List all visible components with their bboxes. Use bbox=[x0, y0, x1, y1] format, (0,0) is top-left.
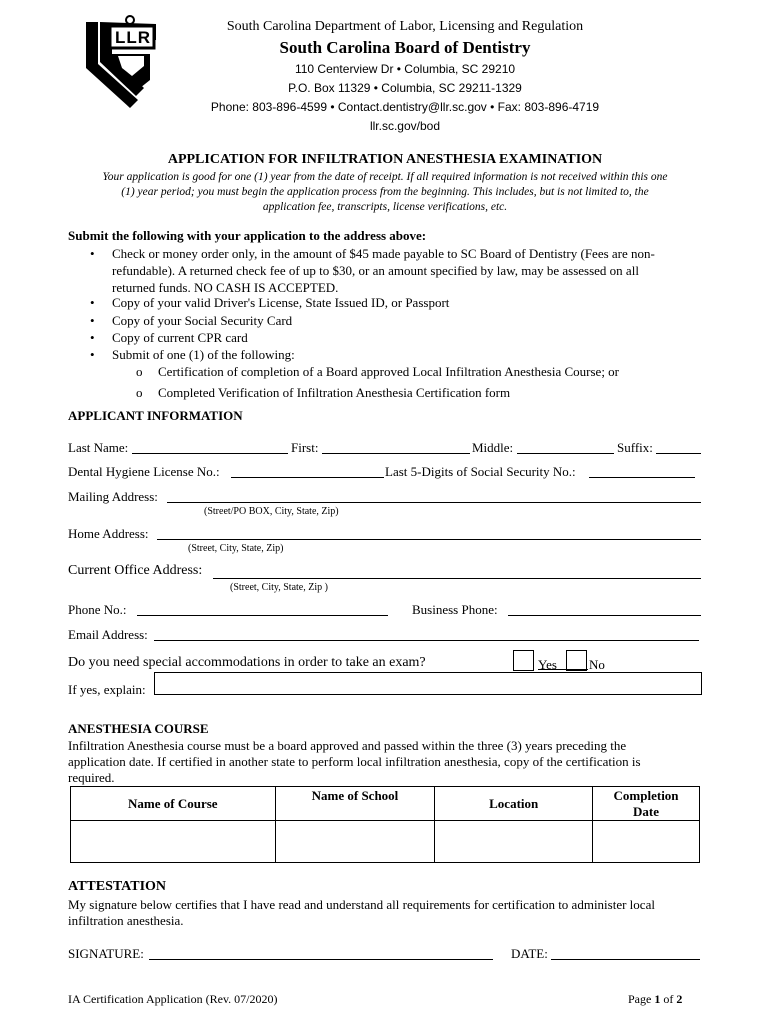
list-item-text: returned funds. NO CASH IS ACCEPTED. bbox=[112, 280, 339, 295]
course-text-line: required. bbox=[68, 770, 115, 785]
location-cell[interactable] bbox=[435, 821, 593, 863]
home-address-hint: (Street, City, State, Zip) bbox=[188, 543, 284, 554]
page-number bbox=[628, 992, 682, 1007]
office-address-label: Current Office Address: bbox=[68, 563, 203, 578]
signature-label: SIGNATURE: bbox=[68, 946, 144, 961]
form-revision: IA Certification Application (Rev. 07/2020) bbox=[68, 992, 278, 1006]
first-name-label: First: bbox=[291, 440, 319, 455]
validity-notice bbox=[40, 170, 730, 215]
license-label: Dental Hygiene License No.: bbox=[68, 464, 220, 479]
suffix-label: Suffix: bbox=[617, 440, 653, 455]
accommodations-underline bbox=[538, 657, 588, 670]
submit-heading: Submit the following with your application to the address above: bbox=[68, 228, 427, 243]
applicant-heading: APPLICANT INFORMATION bbox=[68, 408, 243, 423]
course-description bbox=[68, 738, 708, 786]
course-heading: ANESTHESIA COURSE bbox=[68, 721, 209, 736]
notice-line: Your application is good for one (1) year from the date of receipt. If all required information is not received within this one bbox=[102, 171, 668, 183]
business-phone-field[interactable] bbox=[508, 602, 701, 616]
list-item bbox=[90, 294, 710, 311]
llr-logo-graphic bbox=[78, 10, 173, 115]
sub-list-item bbox=[136, 384, 696, 401]
contact-line: Phone: 803-896-4599 • Contact.dentistry@llr.sc.gov • Fax: 803-896-4719 bbox=[210, 100, 600, 114]
last-name-label: Last Name: bbox=[68, 440, 129, 455]
ssn-field[interactable] bbox=[589, 464, 695, 478]
bullet-icon: • bbox=[90, 295, 95, 310]
column-header: Location bbox=[435, 787, 593, 821]
explain-field[interactable] bbox=[154, 672, 702, 695]
mailing-address-label: Mailing Address: bbox=[68, 489, 158, 504]
bullet-icon: • bbox=[90, 330, 95, 345]
page-current: 1 bbox=[654, 992, 661, 1006]
list-item-text: Check or money order only, in the amount of $45 made payable to SC Board of Dentistry (Fees are non- bbox=[112, 246, 655, 261]
sub-bullet-icon: o bbox=[136, 385, 143, 400]
list-item-text: Submit of one (1) of the following: bbox=[112, 347, 295, 362]
middle-name-label: Middle: bbox=[472, 440, 514, 455]
sub-list-item-text: Certification of completion of a Board approved Local Infiltration Anesthesia Course; or bbox=[158, 364, 620, 379]
home-address-label: Home Address: bbox=[68, 526, 149, 541]
explain-label: If yes, explain: bbox=[68, 682, 146, 697]
no-label: No bbox=[589, 657, 605, 672]
home-address-field[interactable] bbox=[157, 526, 701, 540]
date-field[interactable] bbox=[551, 946, 700, 960]
column-header-completion-date bbox=[593, 787, 700, 821]
list-item-text: Copy of current CPR card bbox=[112, 330, 248, 345]
sub-list-item bbox=[136, 363, 696, 380]
completion-date-cell[interactable] bbox=[593, 821, 700, 863]
bullet-icon: • bbox=[90, 246, 95, 261]
attestation-heading: ATTESTATION bbox=[68, 879, 167, 894]
license-field[interactable] bbox=[231, 464, 384, 478]
list-item-text: refundable). A returned check fee of up to $30, or an amount specified by law, may be assessed on all bbox=[112, 263, 639, 278]
suffix-field[interactable] bbox=[656, 440, 701, 454]
email-field[interactable] bbox=[154, 627, 699, 641]
phone-label: Phone No.: bbox=[68, 602, 127, 617]
first-name-field[interactable] bbox=[322, 440, 470, 454]
list-item bbox=[90, 346, 710, 363]
llr-logo bbox=[78, 10, 173, 115]
list-item bbox=[90, 312, 710, 329]
phone-field[interactable] bbox=[137, 602, 388, 616]
yes-label: Yes bbox=[538, 657, 557, 672]
accommodations-question: Do you need special accommodations in order to take an exam? bbox=[68, 655, 426, 670]
middle-name-field[interactable] bbox=[517, 440, 614, 454]
office-address-hint: (Street, City, State, Zip ) bbox=[230, 582, 328, 593]
course-text-line: Infiltration Anesthesia course must be a board approved and passed within the three (3) years preceding the bbox=[68, 738, 627, 753]
mailing-address-hint: (Street/PO BOX, City, State, Zip) bbox=[204, 506, 339, 517]
address-line-1: 110 Centerview Dr • Columbia, SC 29210 bbox=[294, 62, 516, 76]
sub-list-item-text: Completed Verification of Infiltration Anesthesia Certification form bbox=[158, 385, 511, 400]
school-name-cell[interactable] bbox=[275, 821, 435, 863]
office-address-field[interactable] bbox=[213, 563, 701, 579]
column-header: Name of Course bbox=[71, 787, 276, 821]
column-header: Name of School bbox=[275, 787, 435, 821]
notice-line: (1) year period; you must begin the application process from the beginning. This includes, but is not limited to, the bbox=[121, 186, 649, 198]
website[interactable]: llr.sc.gov/bod bbox=[369, 119, 441, 133]
attestation-text-line: My signature below certifies that I have read and understand all requirements for certification to administer local bbox=[68, 897, 655, 912]
last-name-field[interactable] bbox=[132, 440, 288, 454]
address-line-2: P.O. Box 11329 • Columbia, SC 29211-1329 bbox=[288, 81, 522, 95]
course-text-line: application date. If certified in another state to perform local infiltration anesthesia, copy of the certification is bbox=[68, 754, 641, 769]
ssn-label: Last 5-Digits of Social Security No.: bbox=[385, 464, 576, 479]
page-of: of bbox=[660, 992, 677, 1006]
form-title: APPLICATION FOR INFILTRATION ANESTHESIA EXAMINATION bbox=[167, 152, 603, 167]
course-name-cell[interactable] bbox=[71, 821, 276, 863]
mailing-address-field[interactable] bbox=[167, 489, 701, 503]
table-row bbox=[71, 821, 700, 863]
bullet-icon: • bbox=[90, 347, 95, 362]
yes-checkbox[interactable] bbox=[513, 650, 534, 671]
department-name: South Carolina Department of Labor, Licensing and Regulation bbox=[226, 19, 584, 34]
list-item bbox=[90, 245, 710, 297]
date-label: DATE: bbox=[511, 946, 548, 961]
email-label: Email Address: bbox=[68, 627, 148, 642]
attestation-text-line: infiltration anesthesia. bbox=[68, 913, 184, 928]
course-table bbox=[70, 786, 700, 863]
signature-field[interactable] bbox=[149, 946, 493, 960]
list-item bbox=[90, 329, 710, 346]
column-header-line: Date bbox=[633, 803, 660, 819]
sub-bullet-icon: o bbox=[136, 364, 143, 379]
board-name: South Carolina Board of Dentistry bbox=[279, 38, 531, 57]
business-phone-label: Business Phone: bbox=[412, 602, 498, 617]
column-header-line: Completion bbox=[613, 787, 679, 803]
table-header-row bbox=[71, 787, 700, 821]
attestation-text bbox=[68, 897, 708, 929]
bullet-icon: • bbox=[90, 313, 95, 328]
logo-text: LLR bbox=[115, 28, 152, 47]
page-total: 2 bbox=[676, 992, 683, 1006]
list-item-text: Copy of your Social Security Card bbox=[112, 313, 293, 328]
notice-line: application fee, transcripts, license verifications, etc. bbox=[262, 201, 508, 213]
page-prefix: Page bbox=[628, 992, 655, 1006]
list-item-text: Copy of your valid Driver's License, State Issued ID, or Passport bbox=[112, 295, 450, 310]
